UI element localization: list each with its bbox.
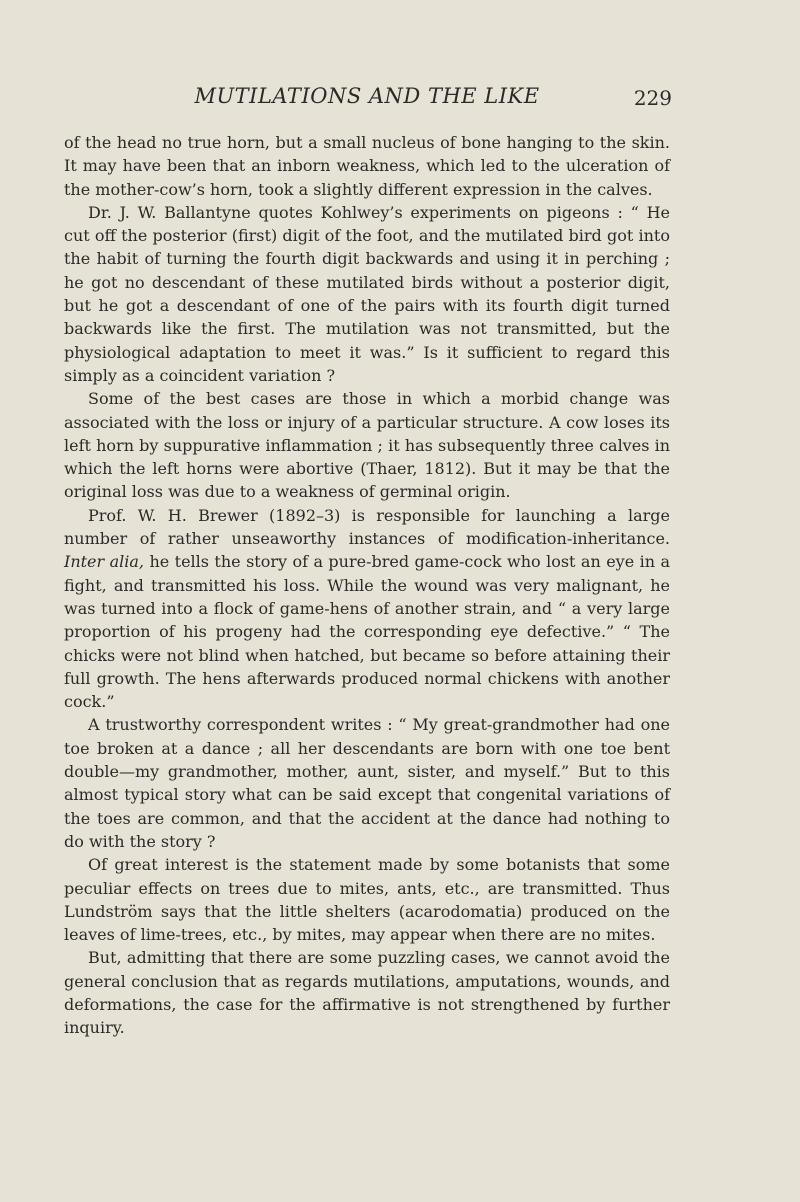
- paragraph-4-rest: he tells the story of a pure-bred game-cock who lost an eye in a fight, and transmitted his loss. While the wound was very malignant, he was turned into a flock of game-hens of another strain, and “ a very large proportion of his progeny had the corresponding eye defective.” “ The chicks were not blind when hatched, but became so before attaining their full growth. The hens afterwards produced normal chickens with another cock.”: [64, 552, 671, 712]
- paragraph-3: Some of the best cases are those in which a morbid change was associated with the loss or injury of a particular structure. A cow loses its left horn by suppurative inflammation ; it has subsequently three calves in which the left horns were abortive (Thaer, 1812). But it may be that the original loss was due to a weakness of germinal origin.: [64, 389, 670, 502]
- body-text: [64, 131, 670, 1040]
- running-title: MUTILATIONS AND THE LIKE: [194, 84, 540, 108]
- paragraph-1: of the head no true horn, but a small nucleus of bone hanging to the skin. It may have been that an inborn weakness, which led to the ulceration of the mother-cow’s horn, took a slightly different expression in the calves.: [64, 133, 670, 199]
- paragraph-4: [64, 504, 670, 714]
- paragraph-6: Of great interest is the statement made by some botanists that some peculiar effects on trees due to mites, ants, etc., are transmitted. Thus Lundström says that the little shelters (acarodomatia) produced on the leaves of lime-trees, etc., by mites, may appear when there are no mites.: [64, 855, 670, 945]
- page-number: 229: [633, 86, 672, 110]
- paragraph-4-lead: Prof. W. H. Brewer (1892–3) is responsible for launching a large number of rather unseaworthy instances of modification-inheritance.: [64, 505, 670, 549]
- paragraph-7: But, admitting that there are some puzzling cases, we cannot avoid the general conclusion that as regards mutilations, amputations, wounds, and deformations, the case for the affirmative is not strengthened by further inquiry.: [64, 948, 670, 1038]
- paragraph-5: A trustworthy correspondent writes : “ My great-grandmother had one toe broken at a dance ; all her descendants are born with one toe bent double—my grandmother, mother, aunt, sister, and myself.” But to this almost typical story what can be said except that congenital variations of the toes are common, and that the accident at the dance had nothing to do with the story ?: [64, 715, 670, 851]
- running-head: [64, 82, 670, 122]
- paragraph-2: Dr. J. W. Ballantyne quotes Kohlwey’s experiments on pigeons : “ He cut off the posterior (first) digit of the foot, and the mutilated bird got into the habit of turning the fourth digit backwards and using it in perching ; he got no descendant of these mutilated birds without a posterior digit, but he got a descendant of one of the pairs with its fourth digit turned backwards like the first. The mutilation was not transmitted, but the physiological adaptation to meet it was.” Is it sufficient to regard this simply as a coincident variation ?: [64, 202, 670, 385]
- paragraph-4-italic: Inter alia,: [64, 552, 145, 572]
